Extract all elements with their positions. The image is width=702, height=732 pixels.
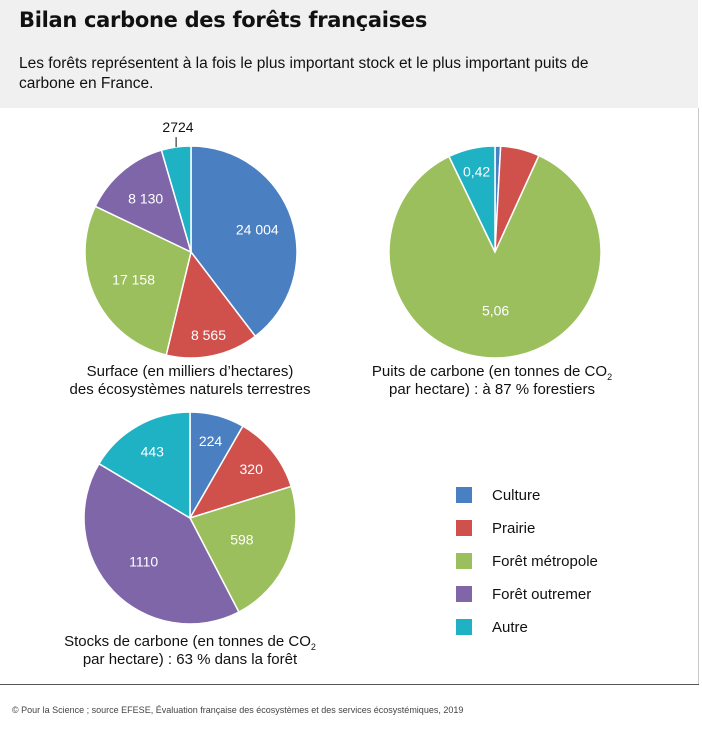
caption-surface-line1: Surface (en milliers d’hectares) [86, 363, 294, 380]
value-label-surface-foret-outremer: 8 130 [128, 190, 164, 207]
caption-puits-line1 [372, 363, 612, 382]
caption-stocks-text: Stocks de carbone (en tonnes de CO [64, 633, 311, 650]
pie-chart-stocks [84, 412, 296, 624]
caption-puits-line2: par hectare) : à 87 % forestiers [389, 381, 595, 398]
legend-swatch-foret-outremer [456, 586, 472, 602]
legend-swatch-foret-metropole [456, 553, 472, 569]
value-label-stocks-autre: 443 [140, 443, 164, 460]
header-band [0, 0, 698, 108]
legend-label-foret-metropole: Forêt métropole [492, 553, 598, 570]
legend-swatch-prairie [456, 520, 472, 536]
legend-swatch-autre [456, 619, 472, 635]
value-label-stocks-foret-outremer: 1110 [129, 553, 159, 570]
page-subtitle: Les forêts représentent à la fois le plus important stock et le plus important puits de carbone en France. [19, 55, 589, 92]
value-label-surface-prairie: 8 565 [190, 327, 227, 343]
caption-puits-text: Puits de carbone (en tonnes de CO [371, 363, 608, 380]
value-label-stocks-culture: 224 [198, 433, 223, 450]
legend-swatch-culture [456, 487, 472, 503]
caption-puits-subscript: 2 [607, 372, 613, 382]
value-label-stocks-foret-metropole: 598 [230, 531, 254, 548]
pie-chart-puits [389, 146, 601, 358]
legend [456, 487, 598, 636]
source-credit: © Pour la Science ; source EFESE, Évaluation française des écosystèmes et des services écosystémiques, 2019 [12, 705, 464, 715]
page-title: Bilan carbone des forêts françaises [19, 8, 428, 32]
legend-label-prairie: Prairie [492, 520, 536, 537]
caption-surface-line2: des écosystèmes naturels terrestres [69, 381, 311, 398]
value-label-surface-culture: 24 004 [235, 221, 279, 238]
caption-stocks-subscript: 2 [310, 642, 316, 652]
bottom-rule [0, 684, 699, 685]
value-label-surface-autre: 2724 [162, 119, 194, 135]
legend-label-autre: Autre [492, 619, 528, 636]
pie-chart-surface [85, 119, 297, 358]
value-label-puits-autre: 0,42 [462, 163, 491, 180]
legend-label-culture: Culture [492, 487, 541, 504]
value-label-stocks-prairie: 320 [239, 461, 263, 477]
value-label-puits-foret-metropole: 5,06 [481, 302, 510, 319]
charts-canvas [0, 108, 698, 684]
legend-label-foret-outremer: Forêt outremer [492, 586, 592, 603]
caption-stocks-line2: par hectare) : 63 % dans la forêt [82, 651, 298, 668]
value-label-surface-foret-metropole: 17 158 [112, 271, 156, 288]
caption-stocks-line1 [64, 633, 316, 652]
